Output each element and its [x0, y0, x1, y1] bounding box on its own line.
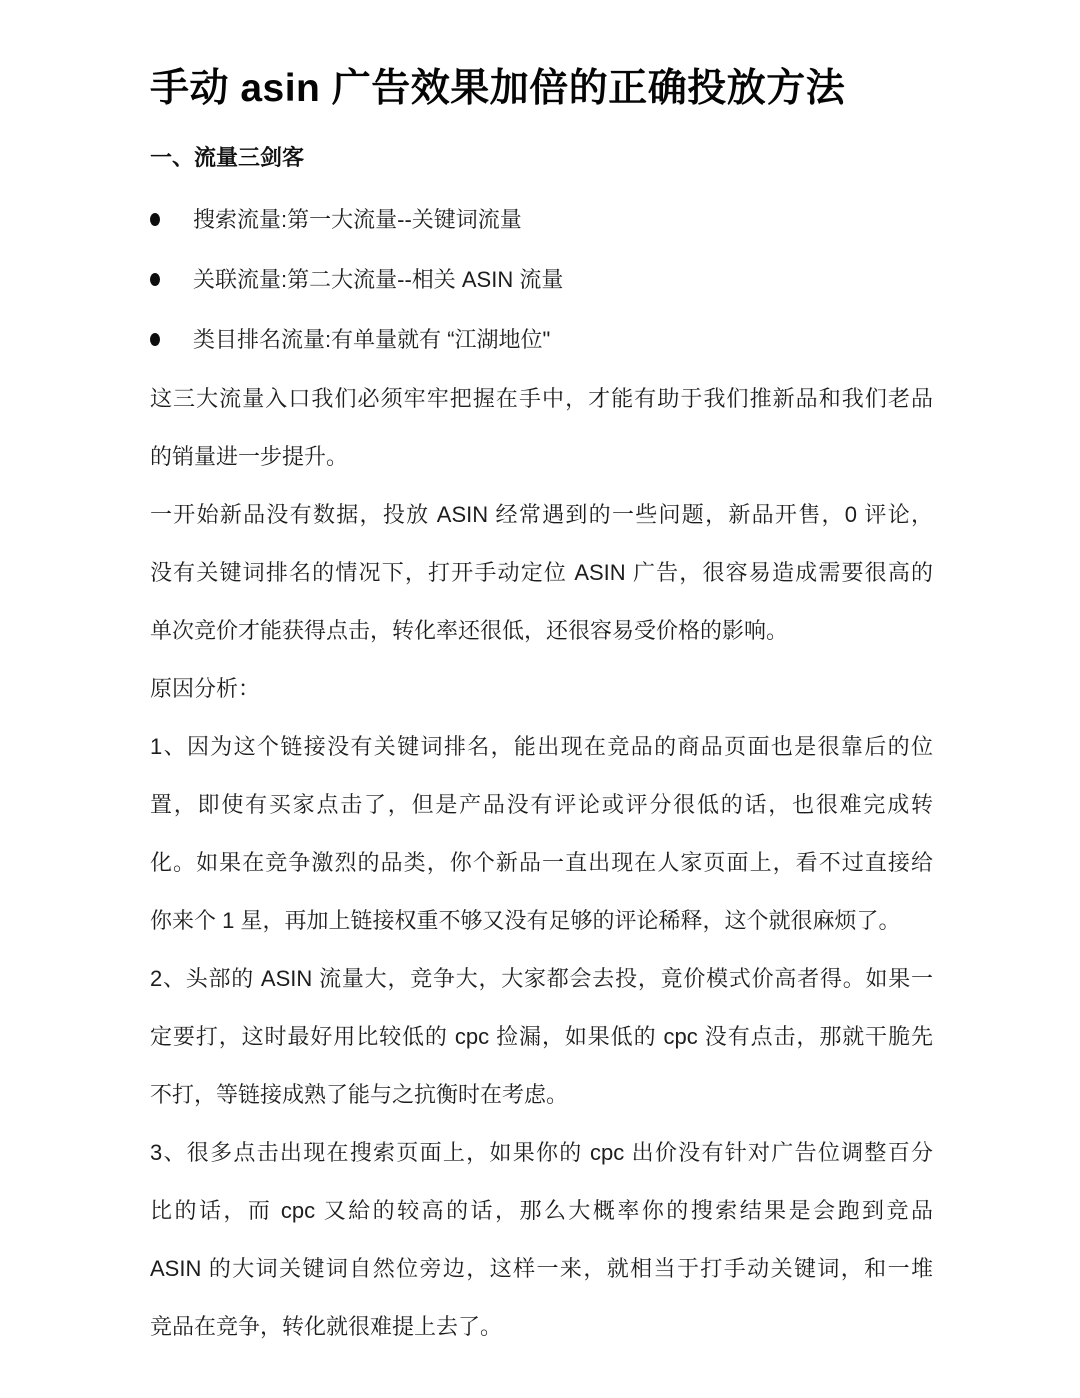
body-line: 没有关键词排名的情况下，打开手动定位 ASIN 广告，很容易造成需要很高的 [150, 560, 933, 585]
body-line: 2、头部的 ASIN 流量大，竞争大，大家都会去投，竟价模式价高者得。如果一 [150, 966, 933, 991]
bullet-icon [150, 273, 160, 286]
body-line: 比的话，而 cpc 又給的较高的话，那么大概率你的搜索结果是会跑到竞品 [150, 1198, 933, 1223]
list-item [150, 308, 933, 368]
body-line: ASIN 的大词关键词自然位旁边，这样一来，就相当于打手动关键词，和一堆 [150, 1256, 933, 1281]
list-item [150, 248, 933, 308]
section-heading: 一、流量三剑客 [150, 145, 305, 170]
body-line: 置，即使有买家点击了，但是产品没有评论或评分很低的话，也很难完成转 [150, 792, 933, 817]
bullet-text: 关联流量:第二大流量--相关 ASIN 流量 [193, 266, 564, 292]
body-line: 化。如果在竞争激烈的品类，你个新品一直出现在人家页面上，看不过直接给 [150, 850, 933, 875]
body-line: 单次竞价才能获得点击，转化率还很低，还很容易受价格的影响。 [150, 618, 789, 643]
body-text [150, 370, 933, 1356]
bullet-text: 类目排名流量:有单量就有 “江湖地位" [193, 326, 551, 352]
list-item [150, 188, 933, 248]
bullet-list [150, 188, 933, 368]
page-title: 手动 asin 广告效果加倍的正确投放方法 [150, 67, 846, 110]
body-line: 3、很多点击出现在搜索页面上，如果你的 cpc 出价没有针对广告位调整百分 [150, 1140, 933, 1165]
body-line: 一开始新品没有数据，投放 ASIN 经常遇到的一些问题，新品开售，0 评论， [150, 502, 933, 527]
body-line: 1、因为这个链接没有关键词排名，能出现在竞品的商品页面也是很靠后的位 [150, 734, 933, 759]
body-line: 原因分析： [150, 676, 261, 701]
body-line: 这三大流量入口我们必须牢牢把握在手中，才能有助于我们推新品和我们老品 [150, 386, 933, 411]
bullet-icon [150, 333, 160, 346]
body-line: 的销量进一步提升。 [150, 444, 349, 469]
body-line: 定要打，这时最好用比较低的 cpc 捡漏，如果低的 cpc 没有点击，那就干脆先 [150, 1024, 933, 1049]
bullet-icon [150, 213, 160, 226]
body-line: 竞品在竞争，转化就很难提上去了。 [150, 1314, 503, 1339]
body-line: 不打，等链接成熟了能与之抗衡时在考虑。 [150, 1082, 569, 1107]
body-line: 你来个 1 星，再加上链接权重不够又没有足够的评论稀释，这个就很麻烦了。 [150, 908, 901, 933]
bullet-text: 搜索流量:第一大流量--关键词流量 [193, 206, 522, 232]
